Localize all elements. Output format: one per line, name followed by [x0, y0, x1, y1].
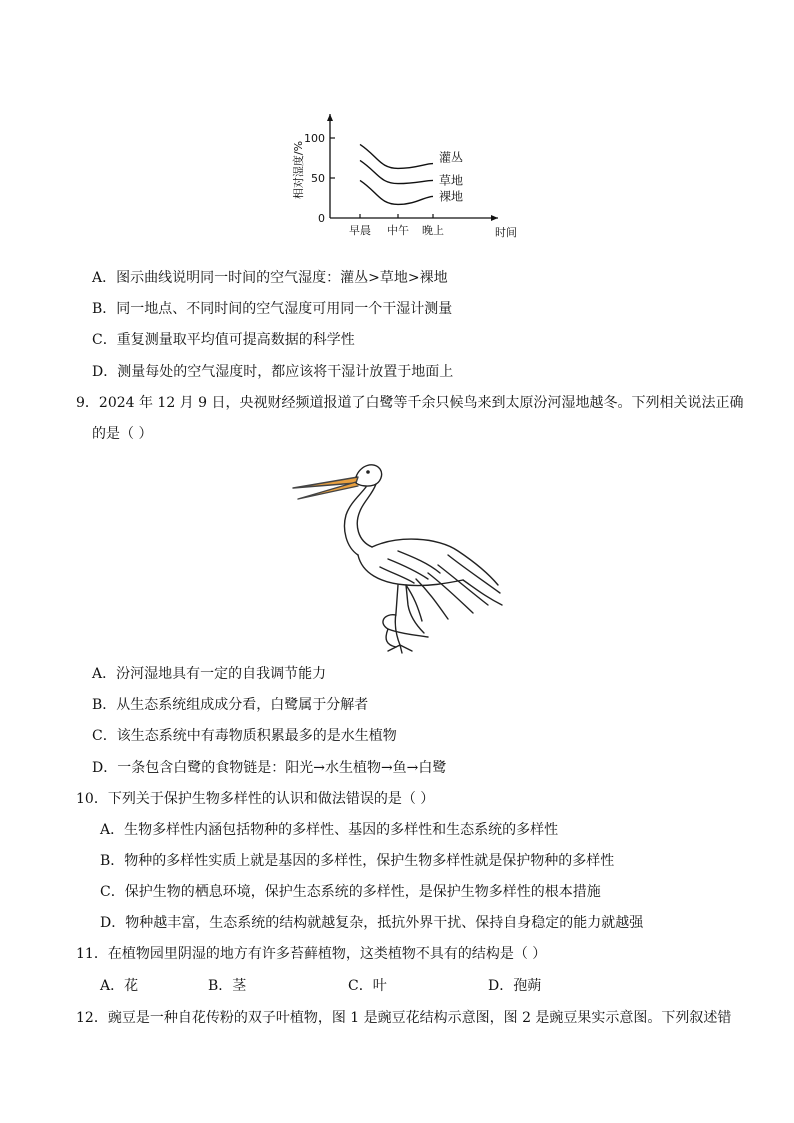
series-label-3: 裸地: [439, 189, 464, 204]
q9-stem-line1: 9．2024 年 12 月 9 日，央视财经频道报道了白鹭等千余只候鸟来到太原汾河湿地越冬。下列相关说法正确: [76, 395, 744, 411]
q10-option-b: B．物种的多样性实质上就是基因的多样性，保护生物多样性就是保护物种的多样性: [100, 853, 615, 869]
q11-option-a: A．花: [100, 978, 139, 994]
q11-option-d: D．孢蒴: [488, 978, 542, 994]
egret-illustration: [288, 455, 508, 655]
q9-option-b: B．从生态系统组成成分看，白鹭属于分解者: [92, 697, 369, 713]
x-axis-arrow: [491, 215, 498, 221]
q8-option-b: B．同一地点、不同时间的空气湿度可用同一个干湿计测量: [92, 301, 453, 317]
q9-option-a: A．汾河湿地具有一定的自我调节能力: [92, 666, 327, 682]
q9-option-c: C．该生态系统中有毒物质积累最多的是水生植物: [92, 728, 397, 744]
q9-option-d: D．一条包含白鹭的食物链是：阳光→水生植物→鱼→白鹭: [92, 760, 447, 776]
x-tick-label: 早晨: [349, 224, 371, 237]
y-tick-label: 100: [304, 132, 325, 145]
q9-stem-line2: 的是（ ）: [92, 426, 153, 442]
q11-stem: 11．在植物园里阴湿的地方有许多苔藓植物，这类植物不具有的结构是（ ）: [76, 946, 547, 962]
humidity-chart: [288, 108, 528, 243]
q10-option-d: D．物种越丰富，生态系统的结构就越复杂，抵抗外界干扰、保持自身稳定的能力就越强: [100, 915, 644, 931]
q10-option-c: C．保护生物的栖息环境，保护生态系统的多样性，是保护生物多样性的根本措施: [100, 884, 601, 900]
y-axis-arrow: [327, 114, 333, 121]
x-tick-label: 晚上: [422, 224, 444, 237]
q8-option-d: D．测量每处的空气湿度时，都应该将干湿计放置于地面上: [92, 364, 454, 380]
series-label-1: 灌丛: [439, 150, 464, 165]
q11-option-b: B．茎: [208, 978, 247, 994]
q10-stem: 10．下列关于保护生物多样性的认识和做法错误的是（ ）: [76, 791, 435, 807]
series-label-2: 草地: [439, 173, 464, 188]
y-axis-label: 相对湿度/%: [292, 140, 305, 200]
x-tick-label: 中午: [387, 224, 409, 237]
q11-options: [100, 975, 660, 995]
q12-stem: 12．豌豆是一种自花传粉的双子叶植物，图 1 是豌豆花结构示意图，图 2 是豌豆果实示意图。下列叙述错: [76, 1010, 732, 1026]
y-tick-label: 50: [311, 172, 325, 185]
q11-option-c: C．叶: [348, 978, 387, 994]
series-line-1: [360, 144, 433, 168]
x-axis-label: 时间: [495, 226, 517, 239]
q8-option-a: A．图示曲线说明同一时间的空气湿度：灌丛>草地>裸地: [92, 270, 448, 286]
series-line-2: [360, 160, 433, 183]
q10-option-a: A．生物多样性内涵包括物种的多样性、基因的多样性和生态系统的多样性: [100, 822, 559, 838]
y-tick-label: 0: [318, 212, 325, 225]
q8-option-c: C．重复测量取平均值可提高数据的科学性: [92, 332, 355, 348]
